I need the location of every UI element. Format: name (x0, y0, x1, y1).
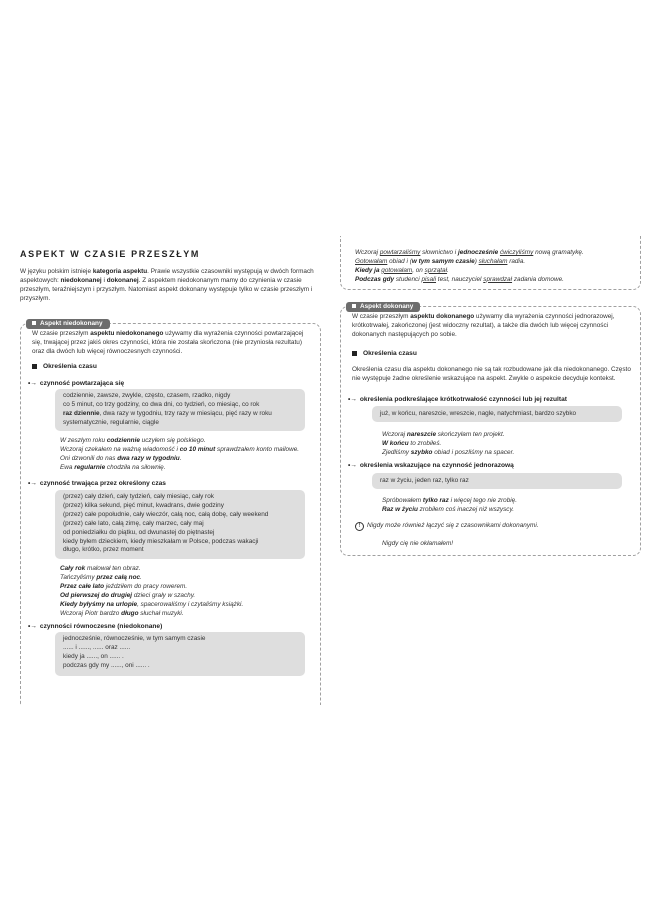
adverb-line-bold: raz dziennie, dwa razy w tygodniu, trzy razy w miesiącu, pięć razy w roku (63, 409, 272, 417)
bullet-one-time: •→ określenia wskazujące na czynność jednorazową (348, 462, 514, 469)
perfective-label: Aspekt dokonany (346, 302, 420, 312)
bullet-repeated-action: •→ czynność powtarzająca się (28, 380, 125, 387)
intro-paragraph: W języku polskim istnieje kategoria aspektu. Prawie wszystkie czasowniki występują w dwóch formach aspektowych: niedokonanej i dokonanej. Z aspektem niedokonanym mamy do czynienia w czasie przeszłym, teraźniejszym i przyszłym. Natomiast aspekt dokonany występuje tylko w czasie przeszłym i przyszłym. (20, 268, 314, 302)
examples-simultaneous: Wczoraj powtarzaliśmy słownictwo i jednocześnie ćwiczyliśmy nową gramatykę. Gotowałam obiad i (w tym samym czasie) słuchałam radia. Kiedy ja gotowałam, on sprzątał. Podczas gdy studenci pisali test, nauczyciel sprawdzał zadania domowe. (355, 249, 584, 283)
examples-duration: Cały rok malował ten obraz. Tańczyliśmy przez całą noc. Przez całe lato jeździłem do pracy rowerem. Od pierwszej do drugiej dzieci grały w szachy. Kiedy byłyśmy na urlopie, spacerowaliśmy i czytaliśmy książki. Wczoraj Piotr bardzo długo słuchał muzyki. (60, 565, 244, 617)
section-heading: Określenia czasu (32, 363, 97, 370)
section-heading-perfective: Określenia czasu (352, 350, 417, 357)
examples-short-result: Wczoraj nareszcie skończyłam ten projekt. W końcu to zrobiłeś. Zjedliśmy szybko obiad i poszliśmy na spacer. (382, 431, 515, 456)
adverb-box-repeated: codziennie, zawsze, zwykle, często, czasem, rzadko, nigdy co 5 minut, co trzy godziny, co dwa dni, co tydzień, co miesiąc, co rok raz dziennie, dwa razy w tygodniu, trzy razy w miesiącu, pięć razy w roku systematycznie, regularnie, ciągle (55, 389, 305, 431)
examples-repeated: W zeszłym roku codziennie uczyłem się polskiego. Wczoraj czekałem na ważną wiadomość i co 10 minut sprawdzałem konto mailowe. Oni dzwonili do nas dwa razy w tygodniu. Ewa regularnie chodziła na siłownię. (60, 437, 300, 471)
note: ! Nigdy może również łączyć się z czasownikami dokonanymi. (355, 522, 539, 531)
adverb-box-short-result: już, w końcu, nareszcie, wreszcie, nagle, natychmiast, bardzo szybko (372, 406, 622, 422)
imperfective-label: Aspekt niedokonany (26, 319, 110, 329)
bullet-short-result: •→ określenia podkreślające krótkotrwałość czynności lub jej rezultat (348, 396, 567, 403)
warning-icon: ! (355, 522, 364, 531)
bullet-duration-action: •→ czynność trwająca przez określony czas (28, 480, 166, 487)
imperfective-description: W czasie przeszłym aspektu niedokonanego używamy dla wyrażenia czynności powtarzającej się, trwającej przez jakiś okres czynności, która nie została skończona (nie przyniosła rezultatu) oraz dla dwóch lub więcej równoczesnych czynności. (32, 330, 304, 355)
adverb-box-simultaneous: jednocześnie, równocześnie, w tym samym czasie ...... i ......, ...... oraz ...... kiedy ja ......, on ...... . podczas gdy my ......, oni ...... . (55, 632, 305, 676)
bullet-simultaneous-action: •→ czynności równoczesne (niedokonane) (28, 623, 163, 630)
note-example: Nigdy cię nie okłamałem! (382, 540, 454, 547)
adverb-box-duration: (przez) cały dzień, cały tydzień, cały miesiąc, cały rok (przez) kilka sekund, pięć minut, kwadrans, dwie godziny (przez) całe popołudnie, cały wieczór, całą noc, całą dobę, cały weekend (przez) całe lato, całą zimę, cały marzec, cały maj od poniedziałku do piątku, od dwunastej do piętnastej kiedy byłem dzieckiem, kiedy mieszkałam w Polsce, podczas wakacji długo, krótko, przez moment (55, 490, 305, 559)
perfective-description: W czasie przeszłym aspektu dokonanego używamy dla wyrażenia czynności jednorazowej, krótkotrwałej, zakończonej (jest widoczny rezultat), a także dla dwóch lub więcej czynności dokonanych następujących po sobie. (352, 313, 615, 338)
examples-one-time: Spróbowałem tylko raz i więcej tego nie zrobię. Raz w życiu zrobiłem coś inaczej niż wszyscy. (382, 497, 518, 513)
page-title: ASPEKT W CZASIE PRZESZŁYM (20, 249, 201, 259)
perfective-description-2: Określenia czasu dla aspektu dokonanego nie są tak rozbudowane jak dla niedokonanego. Często nie występuje żadne określenie wskazujące na aspekt. Zwykle o aspekcie decyduje kontekst. (352, 366, 631, 382)
adverb-box-one-time: raz w życiu, jeden raz, tylko raz (372, 473, 622, 489)
